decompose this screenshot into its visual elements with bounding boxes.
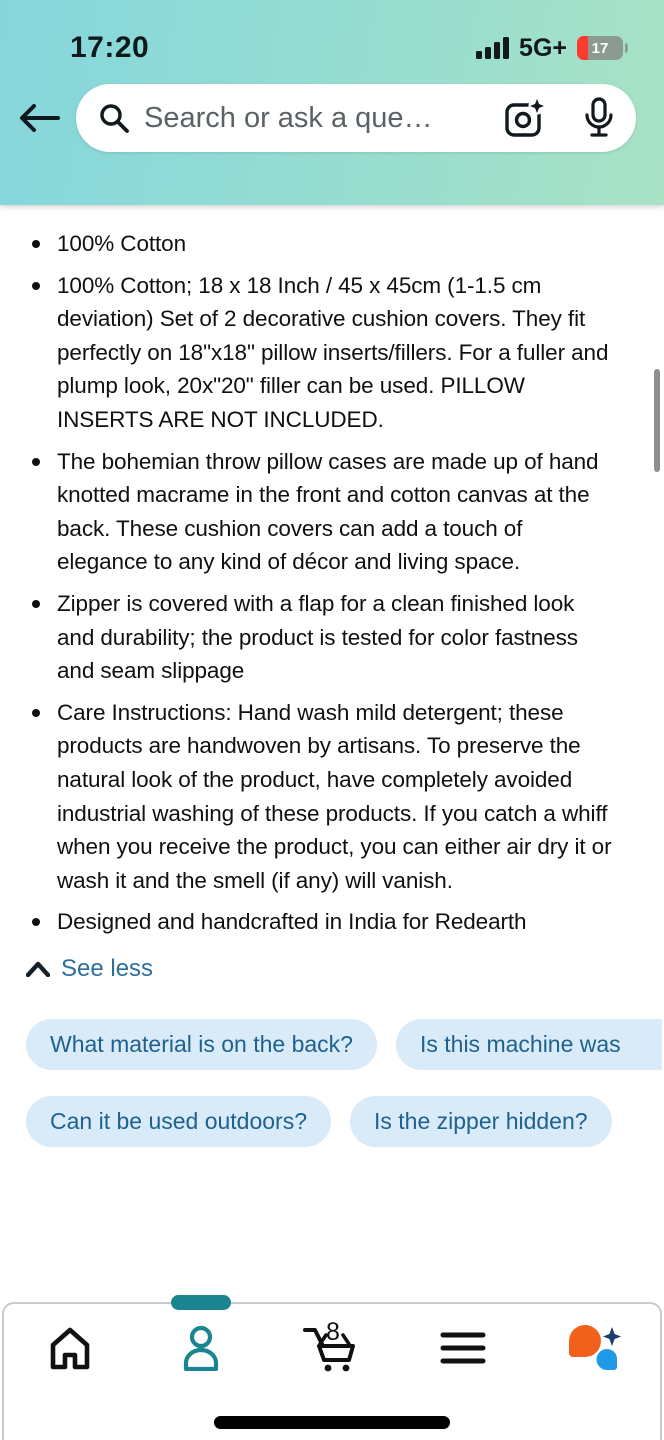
feature-bullet: 100% Cotton; 18 x 18 Inch / 45 x 45cm (1-1.5 cm deviation) Set of 2 decorative cushion covers. They fit perfectly on 18"x18" pillow inserts/fillers. For a fuller and plump look, 20x"20" filler can be used. PILLOW INSERTS ARE NOT INCLUDED.	[26, 269, 612, 437]
see-less-label: See less	[61, 954, 154, 982]
search-placeholder: Search or ask a que…	[144, 101, 433, 134]
suggested-questions	[26, 1019, 662, 1173]
rufus-icon	[567, 1323, 621, 1373]
chip-row-2	[26, 1096, 662, 1147]
home-tab[interactable]	[4, 1320, 135, 1376]
menu-tab[interactable]	[398, 1320, 529, 1376]
network-type-label: 5G+	[519, 33, 567, 62]
status-indicators	[476, 34, 628, 63]
search-icon	[98, 102, 130, 134]
battery-fill	[577, 36, 588, 60]
question-chip[interactable]: Can it be used outdoors?	[26, 1096, 331, 1147]
cart-count-badge: 8	[326, 1318, 340, 1346]
cart-tab[interactable]	[266, 1320, 397, 1376]
battery-percent: 17	[591, 39, 609, 57]
profile-icon	[181, 1325, 221, 1371]
status-bar	[0, 0, 664, 70]
feature-bullet: 100% Cotton	[26, 227, 612, 261]
feature-bullet: The bohemian throw pillow cases are made up of hand knotted macrame in the front and cotton canvas at the back. These cushion covers can add a touch of elegance to any kind of décor and living space.	[26, 445, 612, 579]
scrollbar-thumb[interactable]	[654, 369, 660, 472]
feature-bullet-list	[26, 227, 612, 939]
signal-strength-icon	[476, 37, 509, 59]
status-time: 17:20	[70, 31, 150, 64]
product-description	[0, 205, 664, 1173]
battery-icon	[577, 36, 623, 60]
header	[0, 0, 664, 205]
active-tab-indicator	[171, 1295, 231, 1310]
home-icon	[46, 1325, 94, 1371]
chevron-up-icon	[26, 961, 50, 977]
profile-tab[interactable]	[135, 1320, 266, 1376]
back-arrow-icon	[18, 102, 60, 134]
search-row	[0, 70, 664, 152]
microphone-icon	[584, 97, 614, 139]
question-chip[interactable]: Is this machine was	[396, 1019, 662, 1070]
rufus-tab[interactable]	[529, 1320, 660, 1376]
battery-cap	[625, 43, 628, 53]
chip-row-1	[26, 1019, 662, 1070]
feature-bullet: Care Instructions: Hand wash mild detergent; these products are handwoven by artisans. To preserve the natural look of the product, have completely avoided industrial washing of these products. If you catch a whiff when you receive the product, you can either air dry it or wash it and the smell (if any) will vanish.	[26, 696, 612, 898]
question-chip[interactable]: What material is on the back?	[26, 1019, 377, 1070]
feature-bullet: Zipper is covered with a flap for a clean finished look and durability; the product is tested for color fastness and seam slippage	[26, 587, 612, 688]
home-indicator[interactable]	[214, 1416, 450, 1429]
see-less-link[interactable]	[26, 955, 636, 983]
back-button[interactable]	[16, 95, 62, 141]
camera-search-button[interactable]	[504, 98, 546, 138]
hamburger-menu-icon	[440, 1331, 486, 1365]
bottom-navigation	[2, 1302, 662, 1440]
voice-search-button[interactable]	[584, 97, 614, 139]
question-chip[interactable]: Is the zipper hidden?	[350, 1096, 612, 1147]
camera-lens-icon	[504, 98, 546, 138]
feature-bullet: Designed and handcrafted in India for Redearth	[26, 905, 612, 939]
search-input[interactable]	[76, 84, 636, 152]
